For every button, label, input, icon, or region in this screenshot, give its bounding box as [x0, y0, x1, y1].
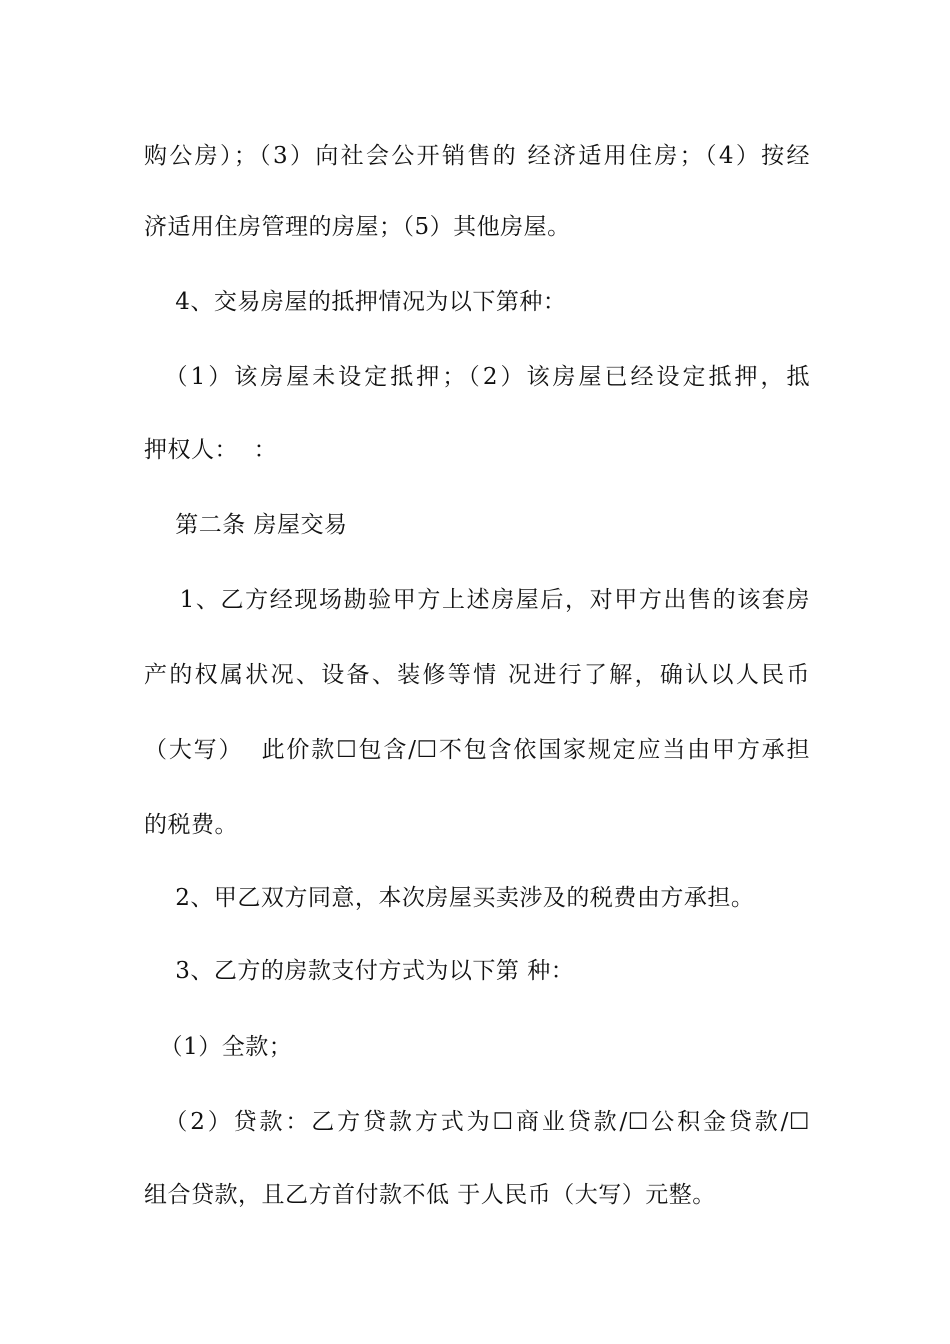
text-line-7: 1、乙方经现场勘验甲方上述房屋后，对甲方出售的该套房: [144, 587, 810, 613]
text-line-11: 2、甲乙双方同意，本次房屋买卖涉及的税费由方承担。: [144, 885, 755, 911]
text-line-15: 组合贷款，且乙方首付款不低 于人民币（大写）元整。: [144, 1182, 716, 1208]
text-line-13: （1）全款；: [144, 1034, 293, 1060]
text-line-6: 第二条 房屋交易: [144, 512, 348, 538]
text-line-5: 押权人： ：: [144, 437, 278, 463]
text-line-3: 4、交易房屋的抵押情况为以下第种：: [144, 289, 567, 315]
text-line-8: 产的权属状况、设备、装修等情 况进行了解，确认以人民币: [144, 662, 810, 688]
text-line-12: 3、乙方的房款支付方式为以下第 种：: [144, 958, 575, 984]
text-line-9: （大写） 此价款☐包含/☐不包含依国家规定应当由甲方承担: [144, 737, 810, 763]
text-line-2: 济适用住房管理的房屋；（5）其他房屋。: [144, 214, 571, 240]
text-line-14: （2）贷款：乙方贷款方式为☐商业贷款/☐公积金贷款/☐: [144, 1109, 810, 1135]
text-line-1: 购公房）；（3）向社会公开销售的 经济适用住房；（4）按经: [144, 143, 810, 169]
text-line-4: （1）该房屋未设定抵押；（2）该房屋已经设定抵押，抵: [144, 364, 810, 390]
text-line-10: 的税费。: [144, 812, 238, 838]
